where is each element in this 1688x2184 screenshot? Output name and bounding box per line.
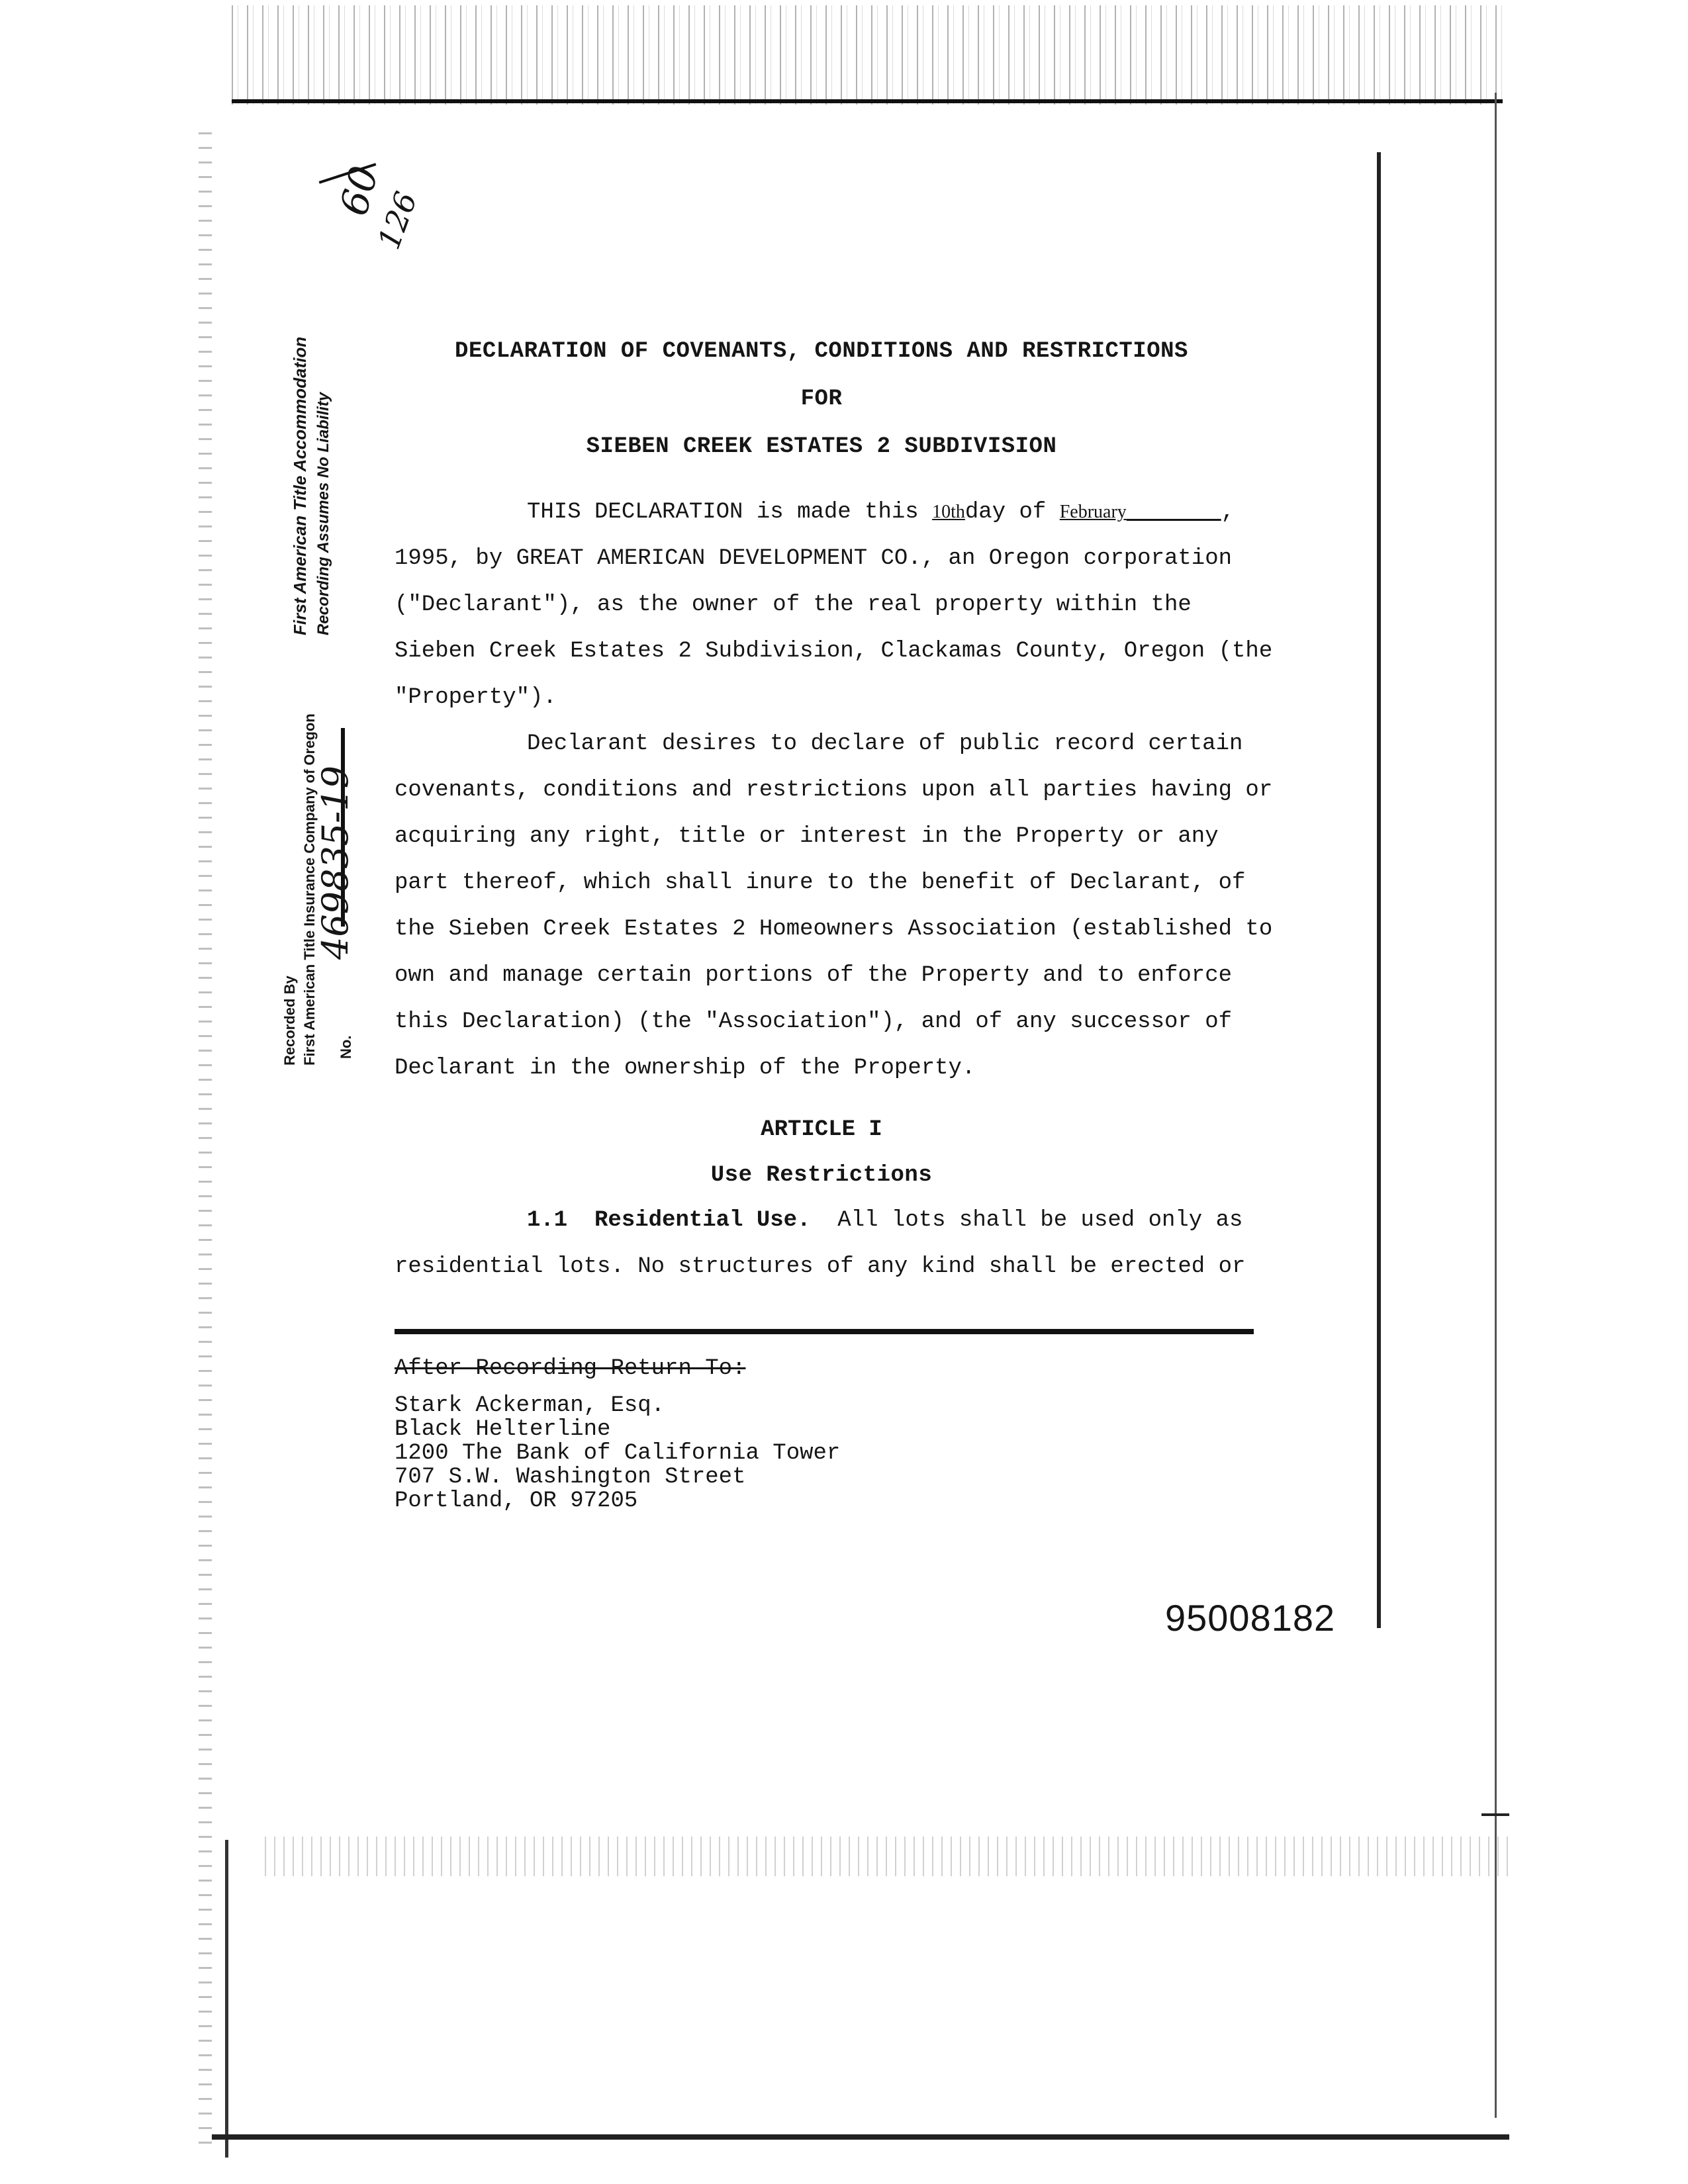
- scan-noise-left: [199, 132, 212, 2151]
- paragraph-line: own and manage certain portions of the Property and to enforce: [395, 963, 1233, 988]
- paragraph-line: 1995, by GREAT AMERICAN DEVELOPMENT CO., an Oregon corporation: [395, 546, 1233, 571]
- section-1-1: [395, 1197, 1248, 1290]
- footer-divider: [395, 1329, 1254, 1334]
- scan-edge-left-bottom: [225, 1840, 228, 2158]
- paragraph-line: Sieben Creek Estates 2 Subdivision, Clackamas County, Oregon (the: [395, 639, 1273, 664]
- article-subtitle: Use Restrictions: [710, 1163, 933, 1188]
- paragraph-line: residential lots. No structures of any kind shall be erected or: [395, 1254, 1246, 1279]
- paragraph-line: the Sieben Creek Estates 2 Homeowners Association (established to: [395, 917, 1273, 942]
- paragraph-line: part thereof, which shall inure to the benefit of Declarant, of: [395, 870, 1246, 895]
- return-address-line: 1200 The Bank of California Tower: [395, 1441, 841, 1466]
- return-address-line: Black Helterline: [395, 1417, 611, 1442]
- article-title: ARTICLE I: [761, 1117, 882, 1142]
- scan-edge-top: [232, 99, 1503, 103]
- recorded-stamp-no-label: No.: [338, 1035, 354, 1059]
- paragraph-line: acquiring any right, title or interest in the Property or any: [395, 824, 1219, 849]
- return-address-block: [395, 1357, 840, 1513]
- return-address-line: Portland, OR 97205: [395, 1488, 638, 1514]
- document-title-line1: DECLARATION OF COVENANTS, CONDITIONS AND RESTRICTIONS: [455, 339, 1188, 364]
- return-address: [395, 1394, 840, 1513]
- accommodation-stamp-line2: Recording Assumes No Liability: [314, 392, 332, 635]
- handwritten-mark: 126: [371, 187, 424, 254]
- recorded-stamp-label: Recorded By: [281, 976, 298, 1066]
- section-number: 1.1: [527, 1208, 568, 1233]
- paragraph-purpose: [395, 721, 1273, 1091]
- scan-noise-band: [265, 1837, 1509, 1876]
- return-address-line: 707 S.W. Washington Street: [395, 1465, 746, 1490]
- section-heading: Residential Use.: [594, 1208, 811, 1233]
- declaration-mid: day of: [964, 500, 1060, 525]
- paragraph-line: Declarant desires to declare of public record certain: [527, 731, 1243, 756]
- paragraph-line: Declarant in the ownership of the Property.: [395, 1056, 976, 1081]
- paragraph-line: this Declaration) (the "Association"), and of any successor of: [395, 1009, 1233, 1034]
- declaration-month: February: [1059, 502, 1127, 522]
- recorded-stamp-number: 469835-19: [314, 765, 356, 960]
- section-text: All lots shall be used only as: [837, 1208, 1243, 1233]
- paragraph-declaration: [395, 489, 1248, 535]
- paragraph-line: [395, 489, 1248, 535]
- paragraph-line: "Property").: [395, 685, 557, 710]
- scan-noise-top: [232, 5, 1503, 105]
- declaration-blank: [1127, 500, 1221, 525]
- scan-mark-right: [1481, 1813, 1509, 1816]
- scan-edge-right: [1377, 152, 1381, 1628]
- declaration-day: 10th: [932, 502, 965, 522]
- accommodation-stamp-line1: First American Title Accommodation: [290, 336, 310, 635]
- document-title-line2: FOR: [800, 387, 843, 412]
- declaration-lead: THIS DECLARATION is made this: [527, 500, 933, 525]
- scan-edge-bottom: [212, 2134, 1509, 2140]
- paragraph-declaration-cont: [395, 535, 1273, 721]
- paragraph-line: covenants, conditions and restrictions upon all parties having or: [395, 778, 1273, 803]
- return-address-line: Stark Ackerman, Esq.: [395, 1393, 665, 1418]
- recording-number: 95008182: [1165, 1597, 1336, 1639]
- recorded-stamp-company: First American Title Insurance Company of Oregon: [301, 713, 318, 1066]
- paragraph-line: [395, 1197, 1248, 1244]
- paragraph-line: ("Declarant"), as the owner of the real property within the: [395, 592, 1192, 617]
- return-label: After Recording Return To:: [395, 1356, 746, 1381]
- document-body: [395, 328, 1273, 1290]
- document-title-line3: SIEBEN CREEK ESTATES 2 SUBDIVISION: [586, 434, 1057, 459]
- declaration-comma: ,: [1221, 500, 1235, 525]
- handwritten-mark: 60: [331, 161, 387, 220]
